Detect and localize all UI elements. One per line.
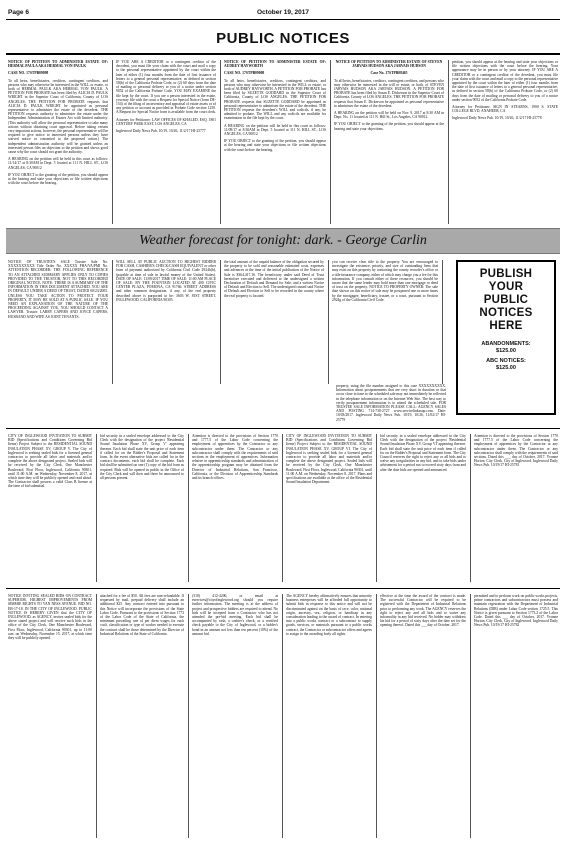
notice-hearing: A HEARING on the petition will be held in this court as follows: 11/09/17 at 8:30AM in Dept. 5 located at 111 N. HILL ST., LOS ANGELES, CA 90012 [224,123,326,137]
publish-notices-ad [456,260,556,415]
ad-fee-label: ABANDONMENTS: [481,341,531,347]
column-divider [188,594,189,838]
ad-line: YOUR [488,281,524,293]
column-divider [330,60,331,224]
bid-text: bid security in a sealed envelope addressed to the City Clerk with the designation of the project 'Residential Sound Insulation Phase XV, Group VI' appearing thereon. Each bid shall state the unit price of each item if called for on the Bidder's Proposal and Statement form. The City Council reserves the right to reject any or all bids and to waive any irregularities in any bid, and to take bids under advisement for a period not to exceed sixty days from and after the date bids are opened and announced. [380,434,466,472]
notice-hearing: Attorney for Petitioner: SIGN IN STEARNS, 1900 S. STATE COLLEGE BLVD, ANAHEIM, CA [452,105,558,114]
notice-column-3 [224,60,326,224]
quote-banner [6,228,560,254]
quote-text: Weather forecast for tonight: dark. - George Carlin [139,233,427,248]
column-divider [442,260,443,384]
bid-column-6 [474,434,558,582]
notice-heading: NOTICE OF PETITION TO ADMINISTER ESTATE OF: HERMAL PAULA AKA HERMAL VON PAULK [8,60,108,69]
bid-text: bid security in a sealed envelope addressed to the City Clerk with the designation of the project 'Residential Sound Insulation Phase XV, Group V' appearing thereon. Each bid shall state the unit price of each item if called for on the Bidder's Proposal and Statement form. In the event alternative bids are called for in the contract documents, each bid shall be complete. Each bid shall be submitted on one (1) copy of the bid form as required. Bids will be opened in public in the Office of the City Clerk and will then and there be announced to all persons present. [100,434,184,481]
column-divider [376,434,377,582]
trustee-sale-column-3 [224,260,324,384]
page-header [6,6,560,20]
sealed-bids-text: The AGENCY hereby affirmatively ensures that minority business enterprises will be afforded full opportunity to submit bids in response to this notice and will not be discriminated against on the basis of race, color, national origin, ancestry, sex, religion, or handicap in any consideration leading to the award of contract. In entering into a public works contract or a subcontract to supply goods, services, or materials pursuant to a public works contract, the Contractor or subcontractor offers and agrees to assign to the awarding body all rights. [286,594,372,636]
notice-tail: IF YOU OBJECT to the granting of the petition, you should appear at the hearing and state your objections. [334,122,444,131]
column-divider [448,60,449,224]
ad-fee-amount: $125.00 [496,365,516,371]
column-divider [188,434,189,582]
column-divider [282,594,283,838]
notice-body: To all heirs, beneficiaries, creditors, contingent creditors, and persons who may otherwise be interested in the WILL or estate, or both of HERMAL PAULK AKA HERMAL VON PAULK. A PETITION FOR PROBATE has been filed by ALICIA D. PAULK WRIGHT in the Superior Court of California, County of LOS ANGELES. THE PETITION FOR PROBATE requests that ALICIA D. PAULK WRIGHT be appointed as personal representative to administer the estate of the decedent. THE PETITION requests authority to administer the estate under the Independent Administration of Estates Act with limited authority. (This authority will allow the personal representative to take many actions without obtaining court approval. Before taking certain very important actions, however, the personal representative will be required to give notice to interested persons unless they have waived notice or consented to the proposed action.) The independent administration authority will be granted unless an interested person files an objection to the petition and shows good cause why the court should not grant the authority. [8,78,108,155]
notice-hearing: A HEARING on the petition will be held on Nov. 9, 2017 at 8:30 AM in Dept. No. 11 located at 111 N. Hill St., Los Angeles, CA 90012. [334,111,444,120]
ad-line: PUBLIC [483,294,529,306]
sealed-bids-text: (310) 412-4200, or email at eservices@cityofinglewood.org should you require further information. The meeting is at the address of project and prospective bidders are required to attend. No bids will be accepted from a Contractor who has not attended the pre-bid meeting. Each bid shall be accompanied by cash, a cashier's check, or a certified check payable to the City of Inglewood, or a bidder's bond in an amount not less than ten percent (10%) of the amount bid. [192,594,278,636]
notice-column-1 [8,60,108,224]
issue-date: October 19, 2017 [256,9,310,16]
notice-column-2 [116,60,216,224]
notice-case: Case No. 17STPB08465 [370,71,408,76]
column-divider [96,434,97,582]
sealed-bids-text: permitted and to perform work on public works projects, prime contractors and subcontractors must possess and maintain registration with the Department of Industrial Relations (DIR) under Labor Code section 1725.5. This Notice is given pursuant to Section 1773.2 of the Labor Code. Dated this ___ day of October, 2017. Yvonne Horton, City Clerk, City of Inglewood. Inglewood Daily News Pub. 10/19/17 HI-25782 [474,594,558,628]
sealed-bids-text: NOTICE INVITING SEALED BIDS ON CONTRACT SUPERIOR, HIGHEST IMPROVEMENTS FROM SIMMIE RIGHTS TO VAN NESS AVENUE. BID NO. EB-17-18. IN THE CITY OF INGLEWOOD. PUBLIC NOTICE IS HEREBY GIVEN that the CITY OF INGLEWOOD, as AGENCY, invites sealed bids for the above stated project and will receive such bids in the office of the City Clerk, One Manchester Boulevard, First Floor, Inglewood, California 90301, up to 11:00 a.m. on Wednesday, November 15, 2017, at which time they will be publicly opened. [8,594,92,641]
column-divider [96,594,97,838]
sealed-bids-column-6 [474,594,558,838]
trustee-sale-text: you can receive clear title to the property. You are encouraged to investigate the existence, priority, and size of outstanding liens that may exist on this property by contacting the county recorder's office or a title insurance company, either of which may charge you a fee for this information. If you consult either of these resources, you should be aware that the same lender may hold more than one mortgage or deed of trust on the property. NOTICE TO PROPERTY OWNER: The sale date shown on this notice of sale may be postponed one or more times by the mortgagee, beneficiary, trustee, or a court, pursuant to Section 2924g of the California Civil Code. [332,260,438,302]
notice-tail: Inglewood Daily News Pub. 10/19, 10/26, 11/2/17 HI-25778 [452,116,542,121]
sealed-bids-column-4 [286,594,372,838]
page-number: Page 6 [8,9,29,16]
notice-body: To all heirs, beneficiaries, creditors, contingent creditors, and persons who may otherwise be interested in the WILL or estate, or both of AUDREY HAYWORTH. A PETITION FOR PROBATE has been filed by SUZETTE GODDARD in the Superior Court of California, County of LOS ANGELES. THE PETITION FOR PROBATE requests that SUZETTE GODDARD be appointed as personal representative to administer the estate of the decedent. THE PETITION requests the decedent's WILL and codicils, if any, be admitted to probate. The WILL and any codicils are available for examination in the file kept by the court. [224,78,326,121]
trustee-sale-text: the total amount of the unpaid balance of the obligation secured by the property to be sold and reasonable estimated costs, expenses and advances at the time of the initial publication of the Notice of Sale is $364,417.16. The beneficiary under said Deed of Trust heretofore executed and delivered to the undersigned a written Declaration of Default and Demand for Sale, and a written Notice of Default and Election to Sell. The undersigned caused said Notice of Default and Election to Sell to be recorded in the county where the real property is located. [224,260,324,298]
trustee-sale-column-7 [336,384,446,422]
notice-case: CASE NO. 17STPB09008 [224,71,265,76]
notice-hearing: Attorney for Petitioner: LAW OFFICES OF KHALED, ESQ. 1801 CENTURY PARK EAST, LOS ANGELES, CA [116,117,216,126]
column-divider [220,60,221,224]
notice-hearing: A HEARING on the petition will be held in this court as follows: 11/14/17 at 8:30AM in Dept. 5 located at 111 N. HILL ST., LOS ANGELES, CA 90012 [8,157,108,170]
bid-text: Attention is directed to the provisions of Section 1770 and 1777.5 of the Labor Code concerning the employment of apprentices by the Contractor or any subcontractor under them. The Contractor or any subcontractor shall comply with the requirements of said sections. Dated this ___ day of October, 2017. Yvonne Horton, City Clerk, City of Inglewood. Inglewood Daily News Pub. 10/19/17 HI-25781 [474,434,558,468]
trustee-sale-column-2 [116,260,216,384]
notice-tail: IF YOU OBJECT to the granting of the petition, you should appear at the hearing and state your objections or file written objections with the court before the hearing. [8,172,108,186]
ad-line: PUBLISH [479,268,533,280]
column-divider [220,260,221,384]
bid-column-3 [192,434,278,582]
bid-text: Attention is directed to the provisions of Section 1770 and 1777.5 of the Labor Code concerning the employment of apprentices by the Contractor or any subcontractor under them. The Contractor or any subcontractor shall comply with the requirements of said sections in the employment of apprentices. Information relative to apprenticeship standards and administration of the apprenticeship program may be obtained from the Director of Industrial Relations, San Francisco, California, or the Division of Apprenticeship Standards and its branch offices. [192,434,278,481]
bid-column-2 [100,434,184,582]
notice-heading: NOTICE OF PETITION TO ADMINISTER ESTATE OF STEVEN JARVAIS HUDSON AKA JARVAIS HUDSON [335,60,443,69]
column-divider [282,434,283,582]
bid-column-5 [380,434,466,582]
row-rule [6,428,560,429]
sealed-bids-column-2 [100,594,184,838]
sealed-bids-column-3 [192,594,278,838]
column-divider [328,260,329,384]
notice-column-5 [452,60,558,224]
section-rule [6,53,560,55]
notice-body: petition, you should appear at the hearing and state your objections or file written objections with the court before the hearing. Your appearance may be in person or by your attorney. IF YOU ARE A CREDITOR or a contingent creditor of the decedent, you must file your claim with the court and mail a copy to the personal representative appointed by the court within the later of either (1) four months from the date of first issuance of letters to a general personal representative, as defined in section 58(b) of the California Probate Code, or (2) 60 days from the date of mailing or personal delivery to you of a notice under section 9052 of the California Probate Code. [452,60,558,102]
notice-body: IF YOU ARE A CREDITOR or a contingent creditor of the decedent, you must file your claim with the court and mail a copy to the personal representative appointed by the court within the later of either (1) four months from the date of first issuance of letters to a general personal representative, as defined in section 58(b) of the California Probate Code, or (2) 60 days from the date of mailing or personal delivery to you of a notice under section 9052 of the California Probate Code. YOU MAY EXAMINE the file kept by the court. If you are a person interested in the estate, you may file with the court a Request for Special Notice (form DE-154) of the filing of an inventory and appraisal of estate assets or of any petition or account as provided in Probate Code section 1250. A Request for Special Notice form is available from the court clerk. [116,60,216,115]
sealed-bids-column-1 [8,594,92,838]
trustee-sale-text: WILL SELL AT PUBLIC AUCTION TO HIGHEST BIDDER FOR CASH, CASHIER'S CHECK/CASH EQUIVALENT or other form of payment authorized by California Civil Code 2924h(b), (payable at time of sale in lawful money of the United States). DATE OF SALE: 11/09/2017 TIME OF SALE: 11:00 AM PLACE OF SALE: BY THE FOUNTAIN LOCATED AT 400 CIVIC CENTER PLAZA, POMONA, CA 91766. STREET ADDRESS and other common designation, if any, of the real property described above is purported to be: 3603 W. 81ST STREET, INGLEWOOD, CALIFORNIA 90305. [116,260,216,302]
sealed-bids-column-5 [380,594,466,838]
notice-heading: NOTICE OF PETITION TO ADMINISTER ESTATE OF: AUDREY HAYWORTH [224,60,326,69]
notice-column-4 [334,60,444,224]
column-divider [470,594,471,838]
ad-line: HERE [489,320,523,332]
column-divider [112,260,113,384]
column-divider [376,594,377,838]
sealed-bids-text: effective at the time the award of the contract is made. The successful Contractor will be required to be registered with the Department of Industrial Relations prior to performing any work. The AGENCY reserves the right to reject any and all bids and to waive any informality in any bid received. No bidder may withdraw his bid for a period of sixty days after the date set for the opening thereof. Dated this ___ day of October, 2017. [380,594,466,628]
row-rule [6,588,560,589]
header-rule [6,19,560,20]
section-title: PUBLIC NOTICES [216,30,350,47]
notice-case: CASE NO. 17STPB09098 [8,71,49,76]
bid-column-1 [8,434,92,582]
notice-tail: Inglewood Daily News Pub. 10/19, 10/26, 11/2/17 HI-25777 [116,129,206,134]
sealed-bids-text: attached for a fee of $50. All fees are non-refundable. If requested by mail, prepaid delivery shall include an additional $25. Any contract entered into pursuant to this Notice will incorporate the provisions of the State Labor Code. Pursuant to the provisions of Section 1773 of the Labor Code of the State of California, the minimum prevailing rate of per diem wages for each craft, classification or type of worker needed to execute the contract shall be those determined by the Director of Industrial Relations of the State of California. [100,594,184,636]
ad-fee-amount: $125.00 [496,348,516,354]
notice-body: To all heirs, beneficiaries, creditors, contingent creditors, and persons who may otherwise be interested in the will or estate, or both, of STEVEN JARVAIS HUDSON AKA JARVAIS HUDSON. A PETITION FOR PROBATE has been filed by Susan E. Dickerson in the Superior Court of California, County of LOS ANGELES. THE PETITION FOR PROBATE requests that Susan E. Dickerson be appointed as personal representative to administer the estate of the decedent. [334,78,444,108]
bid-text: CITY OF INGLEWOOD INVITATION TO SUBMIT BID (Specifications and Conditions Governing Bid Items) Project Subject to the RESIDENTIAL SOUND INSULATION PHASE XV, GROUP VI. The City of Inglewood is seeking sealed bids for a licensed general contractor to provide all labor and materials and/or complete the above designated project. Sealed bids will be received by the City Clerk, One Manchester Boulevard, First Floor, Inglewood, California 90301, until 11:00 A.M. on Wednesday, November 8, 2017. Plans and specifications are available at the office of the Residential Sound Insulation Department. [286,434,372,485]
ad-fee-label: ABC NOTICES: [486,358,526,364]
bid-column-4 [286,434,372,582]
trustee-sale-text: NOTICE OF TRUSTEE'S SALE Trustee Sale No. XXXXXXXXXX Title Order No. XXXXX FHA/VA/PMI No. ATTENTION RECORDER: THE FOLLOWING REFERENCE TO AN ATTACHED SUMMARY APPLIES ONLY TO COPIES PROVIDED TO THE TRUSTOR, NOT TO THIS RECORDED ORIGINAL NOTICE. NOTE: THERE IS A SUMMARY OF THE INFORMATION IN THIS DOCUMENT ATTACHED. YOU ARE IN DEFAULT UNDER A DEED OF TRUST, DATED 08/23/2005. UNLESS YOU TAKE ACTION TO PROTECT YOUR PROPERTY, IT MAY BE SOLD AT A PUBLIC SALE. IF YOU NEED AN EXPLANATION OF THE NATURE OF THE PROCEEDING AGAINST YOU, YOU SHOULD CONTACT A LAWYER. Trustor: LARRY CAPERS AND JOYCE CAPERS, HUSBAND AND WIFE AS JOINT TENANTS. [8,260,108,319]
trustee-sale-column-1 [8,260,108,384]
trustee-sale-column-4 [332,260,438,384]
trustee-sale-text: property, using the file number assigned to this case XXXXXXXXXX. Information about postponements that are very short in duration or that occur close in time to the scheduled sale may not immediately be reflected in the telephone information or on the Internet Web Site. The best way to verify postponement information is to attend the scheduled sale. FOR TRUSTEE SALE INFORMATION PLEASE CALL: AGENCY SALES AND POSTING 714-730-2727 www.servicelinkasap.com. Date: 10/03/2017. Inglewood Daily News Pub. 10/19, 10/26, 11/02/17 HI-25779 [336,384,446,422]
column-divider [112,60,113,224]
bid-text: CITY OF INGLEWOOD INVITATION TO SUBMIT BID (Specifications and Conditions Governing Bid Items) Project Subject to the RESIDENTIAL SOUND INSULATION PHASE XV, GROUP V. The City of Inglewood is seeking sealed bids for a licensed general contractor to provide all labor and materials and/or complete the above designated project. Sealed bids will be received by the City Clerk, One Manchester Boulevard, First Floor, Inglewood, California 90301, until 11:00 A.M. on Wednesday, November 8, 2017, at which time they will be publicly opened and read aloud. The Contractor shall possess a valid Class B license at the time of bid submittal. [8,434,92,489]
column-divider [470,434,471,582]
notice-tail: IF YOU OBJECT to the granting of the petition, you should appear at the hearing and state your objections or file written objections with the court before the hearing. [224,139,326,152]
ad-line: NOTICES [479,307,533,319]
